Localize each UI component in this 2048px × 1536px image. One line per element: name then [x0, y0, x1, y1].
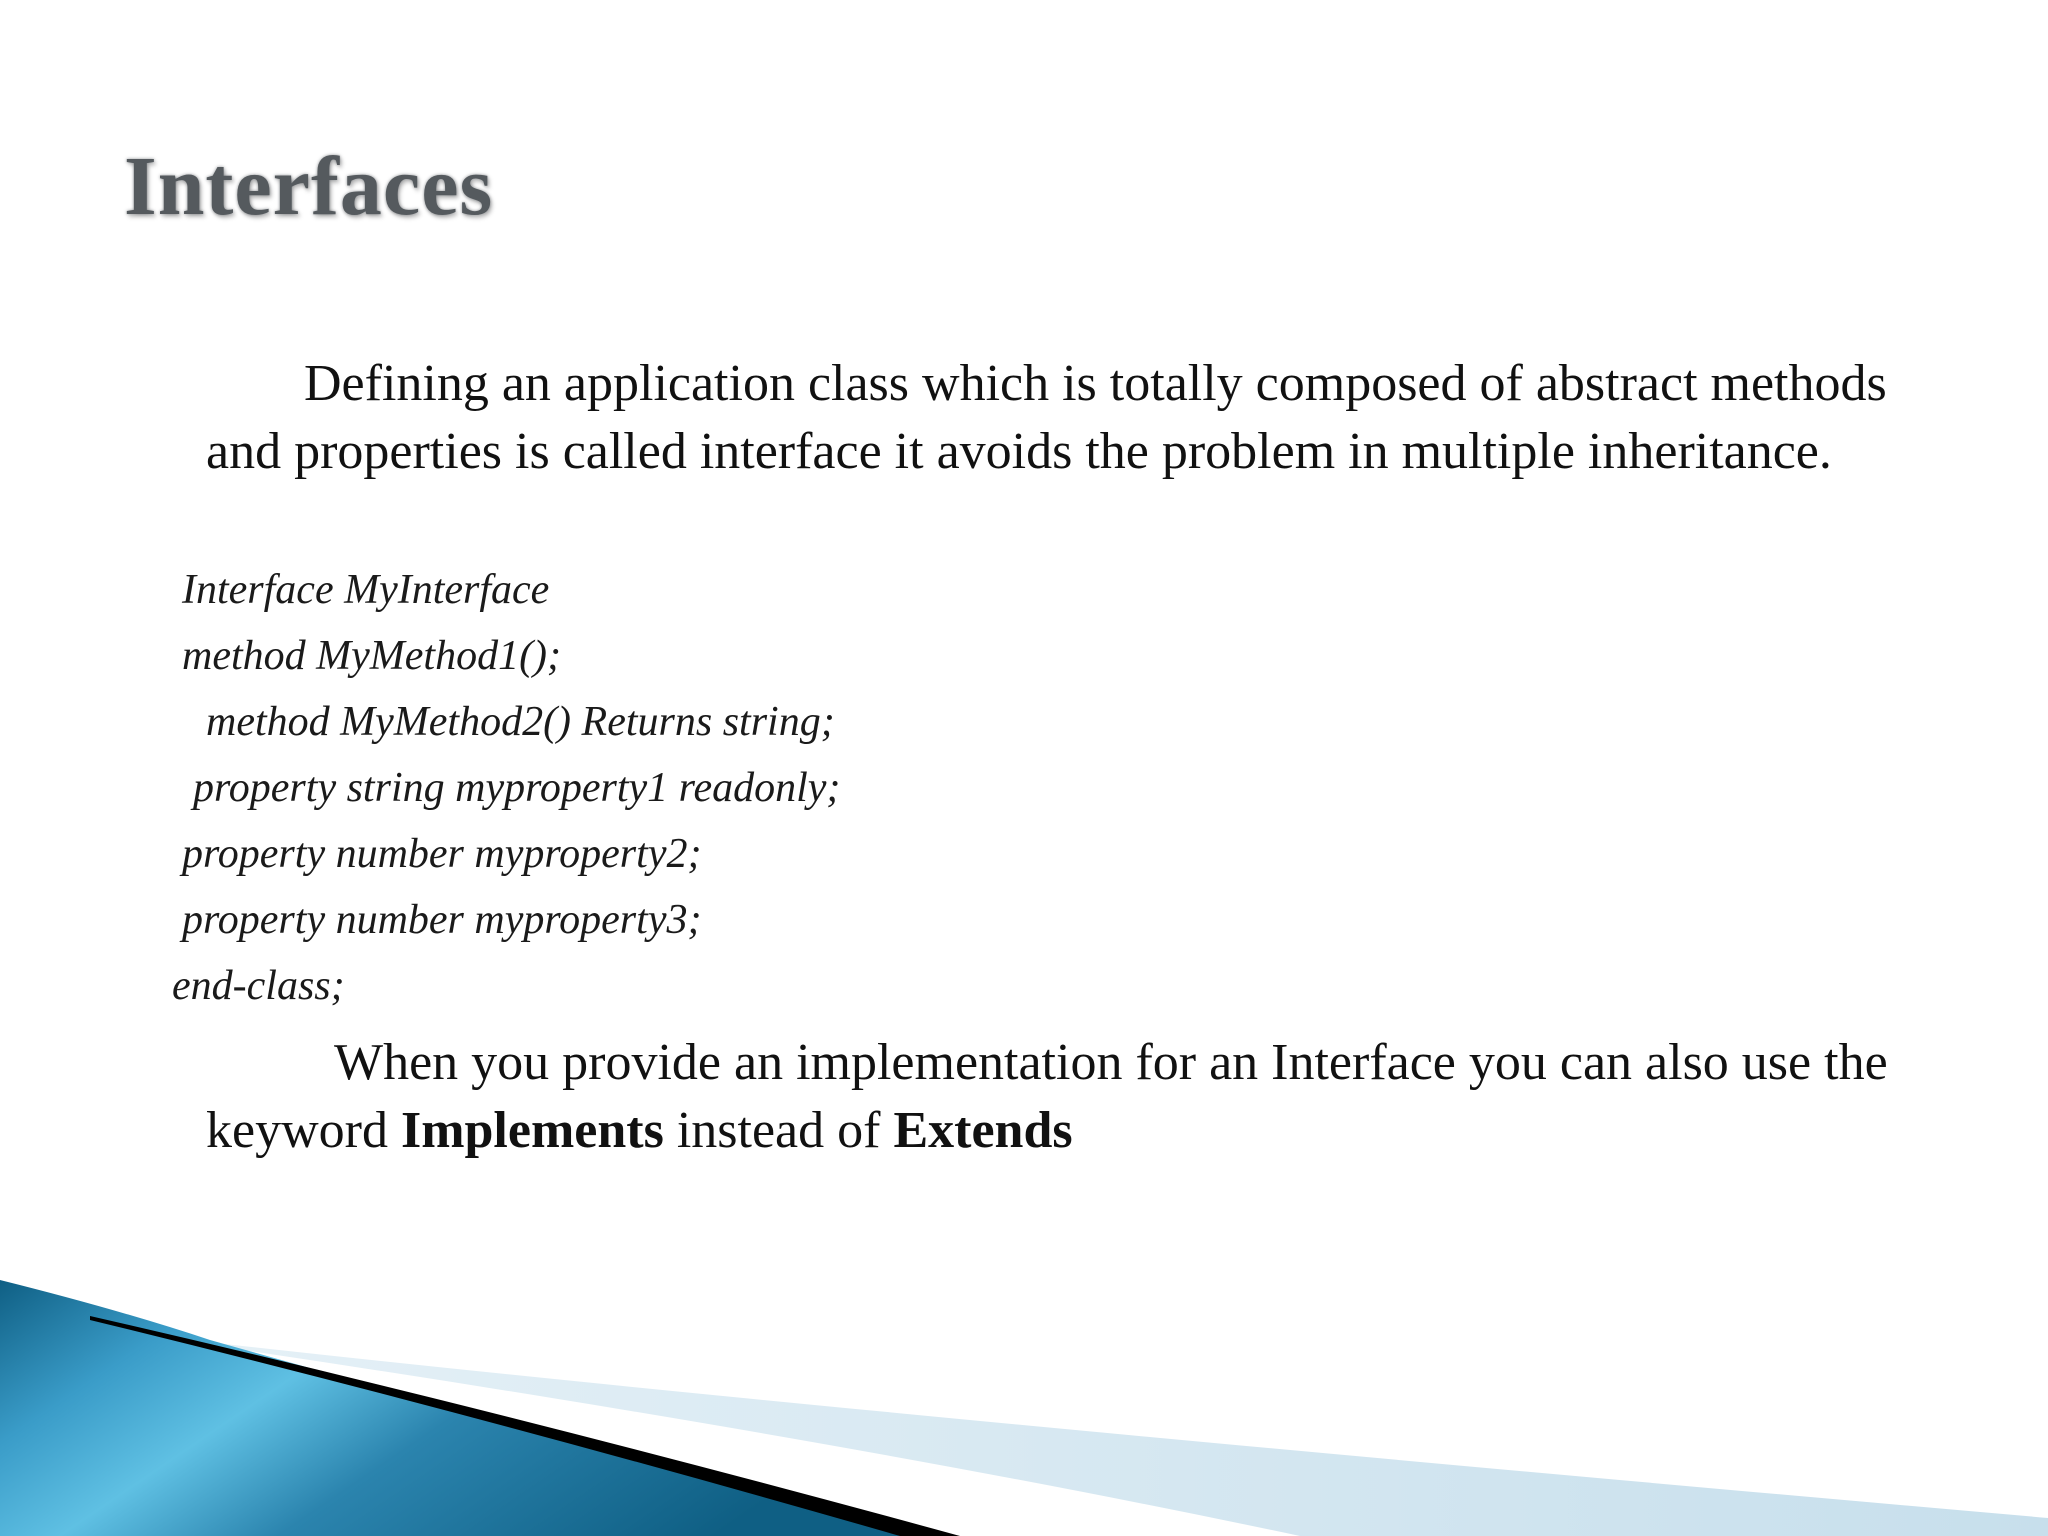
implements-text-middle: instead of [663, 1102, 894, 1159]
slide-title: Interfaces [124, 140, 494, 233]
code-line-end-class: end-class; [172, 963, 345, 1009]
decorative-wave [0, 1280, 2048, 1536]
implements-paragraph [206, 1029, 1966, 1165]
extends-keyword: Extends [893, 1102, 1073, 1159]
code-line-property1: property string myproperty1 readonly; [193, 765, 841, 811]
code-line-method2: method MyMethod2() Returns string; [206, 699, 835, 745]
code-line-method1: method MyMethod1(); [182, 633, 562, 679]
code-line-property2: property number myproperty2; [182, 831, 702, 877]
code-line-property3: property number myproperty3; [182, 897, 702, 943]
implements-keyword: Implements [400, 1102, 664, 1159]
implements-text-before: When you provide an implementation for an Interface you can also use the keyword [206, 1034, 1888, 1159]
code-line-interface: Interface MyInterface [182, 567, 550, 613]
intro-paragraph-text: Defining an application class which is totally composed of abstract methods and properties is called interface it avoids the problem in multiple inheritance. [206, 355, 1887, 480]
intro-paragraph [206, 350, 1966, 486]
